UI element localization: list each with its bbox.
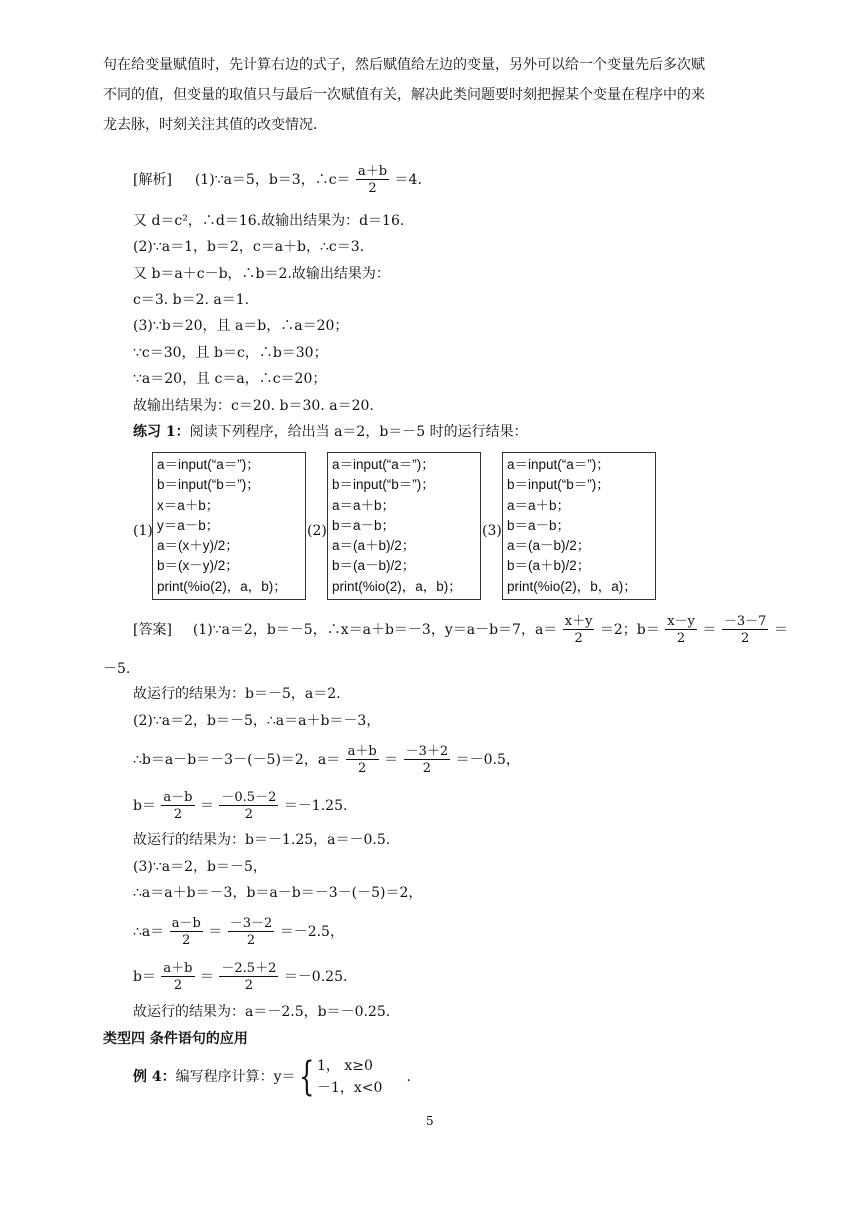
- answer-text: ＝: [702, 622, 717, 638]
- code-line: b＝a－b；: [507, 517, 571, 533]
- solution-line-7: ∵c＝30，且 b＝c，∴b＝30；: [133, 345, 328, 361]
- code-line: b＝(a＋b)/2；: [507, 558, 591, 574]
- answer-text: (1)∵a＝2，b＝－5，∴x＝a＋b＝－3，y＝a－b＝7，a＝: [192, 622, 558, 638]
- solution-tag: [解析]: [133, 172, 172, 188]
- code-line: a＝(a－b)/2；: [507, 538, 591, 554]
- fraction: $\frac{x-y}{2}$: [667, 614, 695, 646]
- code-line: b＝input(“b＝”)；: [332, 477, 435, 493]
- solution-line-9: 故输出结果为：c＝20. b＝30. a＝20.: [133, 398, 374, 414]
- fraction: $\frac{-3-2}{2}$: [229, 916, 273, 948]
- case-1: 1， x≥0: [317, 1058, 373, 1074]
- answer-text: ∴b＝a－b＝－3－(－5)＝2，a＝: [133, 752, 341, 768]
- program-label-3: (3): [482, 523, 502, 539]
- example-end: .: [406, 1069, 411, 1085]
- code-line: a＝input(“a＝”)；: [157, 457, 260, 472]
- answer-text: b＝: [133, 969, 156, 985]
- code-line: a＝input(“a＝”)；: [332, 457, 435, 472]
- intro-line-2: 不同的值，但变量的取值只与最后一次赋值有关，解决此类问题要时刻把握某个变量在程序中的来: [103, 87, 705, 103]
- exercise-text: 阅读下列程序，给出当 a＝2，b＝－5 时的运行结果：: [189, 424, 528, 440]
- solution-line-4: 又 b＝a＋c－b，∴b＝2.故输出结果为：: [133, 266, 390, 282]
- fraction: $\frac{-3+2}{2}$: [405, 744, 449, 776]
- code-line: b＝(x－y)/2；: [157, 558, 239, 574]
- answer-line-1-cont: －5.: [103, 661, 131, 677]
- answer-text: ＝: [199, 969, 214, 985]
- page-number: 5: [426, 1114, 434, 1128]
- solution-text: (1)∵a＝5，b＝3，∴c＝: [194, 172, 351, 188]
- fraction: $\frac{x+y}{2}$: [564, 614, 593, 646]
- code-line: a＝a＋b；: [332, 497, 396, 513]
- code-line: print(%io(2)，a，b)；: [332, 578, 462, 594]
- answer-text: ＝－1.25.: [283, 798, 348, 814]
- solution-line-8: ∵a＝20，且 c＝a，∴c＝20；: [133, 371, 327, 387]
- answer-text: ＝2；b＝: [599, 622, 660, 638]
- answer-line-2: 故运行的结果为：b＝－5，a＝2.: [133, 686, 341, 702]
- section-title: 类型四 条件语句的应用: [103, 1031, 248, 1047]
- solution-line-3: (2)∵a＝1，b＝2，c＝a＋b，∴c＝3.: [133, 239, 365, 255]
- answer-line-10: [133, 962, 347, 992]
- fraction: $\frac{a-b}{2}$: [163, 790, 193, 822]
- code-line: x＝a＋b；: [157, 497, 220, 513]
- solution-text: ＝4.: [394, 172, 422, 188]
- solution-line-1: [133, 165, 422, 195]
- answer-line-11: 故运行的结果为：a＝－2.5，b＝－0.25.: [133, 1004, 391, 1020]
- answer-line-9: [133, 917, 344, 947]
- case-2: －1，x<0: [317, 1080, 383, 1096]
- answer-text: ＝: [199, 798, 214, 814]
- answer-text: ＝: [208, 924, 223, 940]
- exercise-title: 练习 1：: [133, 424, 190, 440]
- answer-line-5: [133, 791, 347, 821]
- fraction: $\frac{a-b}{2}$: [171, 916, 201, 948]
- answer-line-1: [133, 615, 788, 645]
- code-line: y＝a－b；: [157, 517, 220, 533]
- answer-tag: [答案]: [133, 622, 172, 638]
- program-label-1: (1): [133, 523, 153, 539]
- program-box-2: [327, 452, 481, 600]
- fraction: $\frac{-0.5-2}{2}$: [221, 790, 277, 822]
- program-box-3: [502, 452, 656, 600]
- code-line: a＝(x＋y)/2；: [157, 538, 239, 554]
- answer-text: b＝: [133, 798, 156, 814]
- answer-text: ＝－0.5，: [455, 752, 520, 768]
- answer-line-3: (2)∵a＝2，b＝－5，∴a＝a＋b＝－3，: [133, 713, 381, 729]
- exercise-heading: [133, 422, 528, 442]
- intro-line-3: 龙去脉，时刻关注其值的改变情况．: [103, 117, 327, 133]
- code-line: print(%io(2)，b，a)；: [507, 578, 637, 594]
- answer-line-7: (3)∵a＝2，b＝－5，: [133, 859, 267, 875]
- example-line: [133, 1055, 411, 1103]
- code-line: a＝(a＋b)/2；: [332, 538, 416, 554]
- code-line: a＝input(“a＝”)；: [507, 457, 610, 472]
- answer-text: ＝: [773, 622, 788, 638]
- code-line: b＝input(“b＝”)；: [507, 477, 610, 493]
- piecewise-cases: [317, 1055, 382, 1099]
- answer-text: ∴a＝: [133, 924, 165, 940]
- code-line: b＝input(“b＝”)；: [157, 477, 260, 493]
- fraction: $\frac{a+b}{2}$: [358, 164, 388, 196]
- code-line: b＝(a－b)/2；: [332, 558, 416, 574]
- fraction: $\frac{-2.5+2}{2}$: [221, 961, 277, 993]
- program-box-1: [152, 452, 306, 600]
- solution-line-2: 又 d＝c²，∴d＝16.故输出结果为：d＝16.: [133, 213, 405, 229]
- answer-text: ＝－2.5，: [279, 924, 344, 940]
- fraction: $\frac{a+b}{2}$: [163, 961, 193, 993]
- answer-line-4: [133, 745, 520, 775]
- program-label-2: (2): [307, 523, 327, 539]
- answer-line-8: ∴a＝a＋b＝－3，b＝a－b＝－3－(－5)＝2，: [133, 885, 423, 901]
- solution-line-6: (3)∵b＝20，且 a＝b，∴a＝20；: [133, 318, 349, 334]
- answer-text: ＝: [384, 752, 399, 768]
- example-text: 编写程序计算：y＝: [175, 1069, 296, 1085]
- brace-glyph: {: [298, 1054, 314, 1100]
- fraction: $\frac{a+b}{2}$: [347, 744, 377, 776]
- fraction: $\frac{-3-7}{2}$: [723, 614, 767, 646]
- solution-line-5: c＝3. b＝2. a＝1.: [133, 292, 250, 308]
- intro-line-1: 句在给变量赋值时，先计算右边的式子，然后赋值给左边的变量，另外可以给一个变量先后多次赋: [103, 57, 705, 73]
- answer-text: ＝－0.25.: [283, 969, 348, 985]
- answer-line-6: 故运行的结果为：b＝－1.25，a＝－0.5.: [133, 832, 391, 848]
- example-title: 例 4：: [133, 1069, 176, 1085]
- code-line: b＝a－b；: [332, 517, 396, 533]
- code-line: print(%io(2)，a，b)；: [157, 578, 287, 594]
- code-line: a＝a＋b；: [507, 497, 571, 513]
